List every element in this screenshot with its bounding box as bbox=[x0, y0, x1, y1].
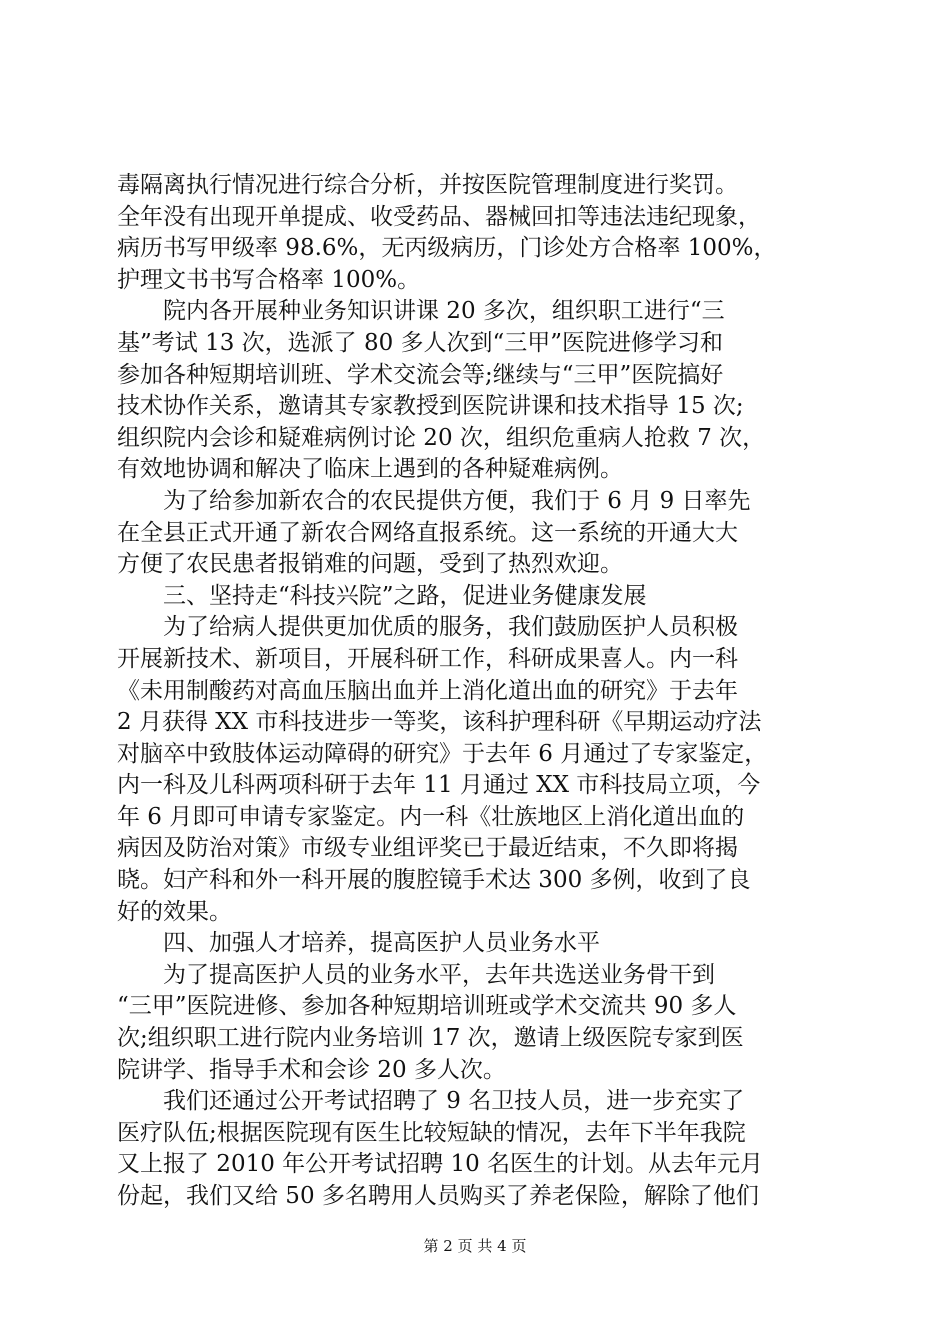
text-line: 晓。妇产科和外一科开展的腹腔镜手术达 300 多例，收到了良 bbox=[117, 867, 751, 894]
text-line: 院讲学、指导手术和会诊 20 多人次。 bbox=[117, 1056, 506, 1083]
text-line: 开展新技术、新项目，开展科研工作，科研成果喜人。内一科 bbox=[117, 645, 738, 672]
text-line: 为了给参加新农合的农民提供方便，我们于 6 月 9 日率先 bbox=[117, 487, 751, 514]
text-line: 又上报了 2010 年公开考试招聘 10 名医生的计划。从去年元月 bbox=[117, 1151, 764, 1178]
text-line: 全年没有出现开单提成、收受药品、器械回扣等违法违纪现象， bbox=[117, 203, 761, 230]
text-line: 为了提高医护人员的业务水平，去年共选送业务骨干到 bbox=[117, 961, 715, 988]
text-line: 院内各开展种业务知识讲课 20 多次，组织职工进行“三 bbox=[117, 298, 725, 325]
text-line: 对脑卒中致肢体运动障碍的研究》于去年 6 月通过了专家鉴定， bbox=[117, 740, 768, 767]
text-line: 我们还通过公开考试招聘了 9 名卫技人员，进一步充实了 bbox=[117, 1088, 745, 1115]
text-line: 份起，我们又给 50 多名聘用人员购买了养老保险，解除了他们 bbox=[117, 1183, 759, 1209]
text-line: 参加各种短期培训班、学术交流会等;继续与“三甲”医院搞好 bbox=[117, 361, 724, 388]
text-line: 年 6 月即可申请专家鉴定。内一科《壮族地区上消化道出血的 bbox=[117, 803, 745, 830]
text-line: 组织院内会诊和疑难病例讨论 20 次，组织危重病人抢救 7 次， bbox=[117, 424, 766, 451]
text-line: 技术协作关系，邀请其专家教授到医院讲课和技术指导 15 次; bbox=[117, 393, 744, 420]
text-line: 基”考试 13 次，选派了 80 多人次到“三甲”医院进修学习和 bbox=[117, 329, 724, 356]
text-line: 有效地协调和解决了临床上遇到的各种疑难病例。 bbox=[117, 456, 623, 483]
text-line: 次;组织职工进行院内业务培训 17 次，邀请上级医院专家到医 bbox=[117, 1025, 744, 1052]
text-line: 在全县正式开通了新农合网络直报系统。这一系统的开通大大 bbox=[117, 519, 738, 546]
page-footer: 第 2 页 共 4 页 bbox=[423, 1237, 527, 1255]
text-line: 内一科及儿科两项科研于去年 11 月通过 XX 市科技局立项，今 bbox=[117, 772, 761, 799]
text-line: 护理文书书写合格率 100%。 bbox=[117, 266, 421, 293]
text-line: 三、坚持走“科技兴院”之路，促进业务健康发展 bbox=[117, 582, 647, 609]
text-line: 2 月获得 XX 市科技进步一等奖，该科护理科研《早期运动疗法 bbox=[117, 709, 762, 736]
text-line: 医疗队伍;根据医院现有医生比较短缺的情况，去年下半年我院 bbox=[117, 1119, 746, 1146]
text-line: 好的效果。 bbox=[117, 898, 232, 925]
text-line: 《未用制酸药对高血压脑出血并上消化道出血的研究》于去年 bbox=[117, 677, 738, 704]
text-line: 四、加强人才培养，提高医护人员业务水平 bbox=[117, 930, 600, 957]
text-line: 病历书写甲级率 98.6%，无丙级病历，门诊处方合格率 100%， bbox=[117, 235, 777, 262]
text-line: 毒隔离执行情况进行综合分析，并按医院管理制度进行奖罚。 bbox=[117, 172, 738, 198]
text-line: 病因及防治对策》市级专业组评奖已于最近结束，不久即将揭 bbox=[117, 835, 738, 862]
text-line: 为了给病人提供更加优质的服务，我们鼓励医护人员积极 bbox=[117, 614, 738, 641]
text-line: 方便了农民患者报销难的问题，受到了热烈欢迎。 bbox=[117, 551, 623, 578]
text-line: “三甲”医院进修、参加各种短期培训班或学术交流共 90 多人 bbox=[117, 993, 737, 1020]
body-text bbox=[117, 170, 837, 1213]
